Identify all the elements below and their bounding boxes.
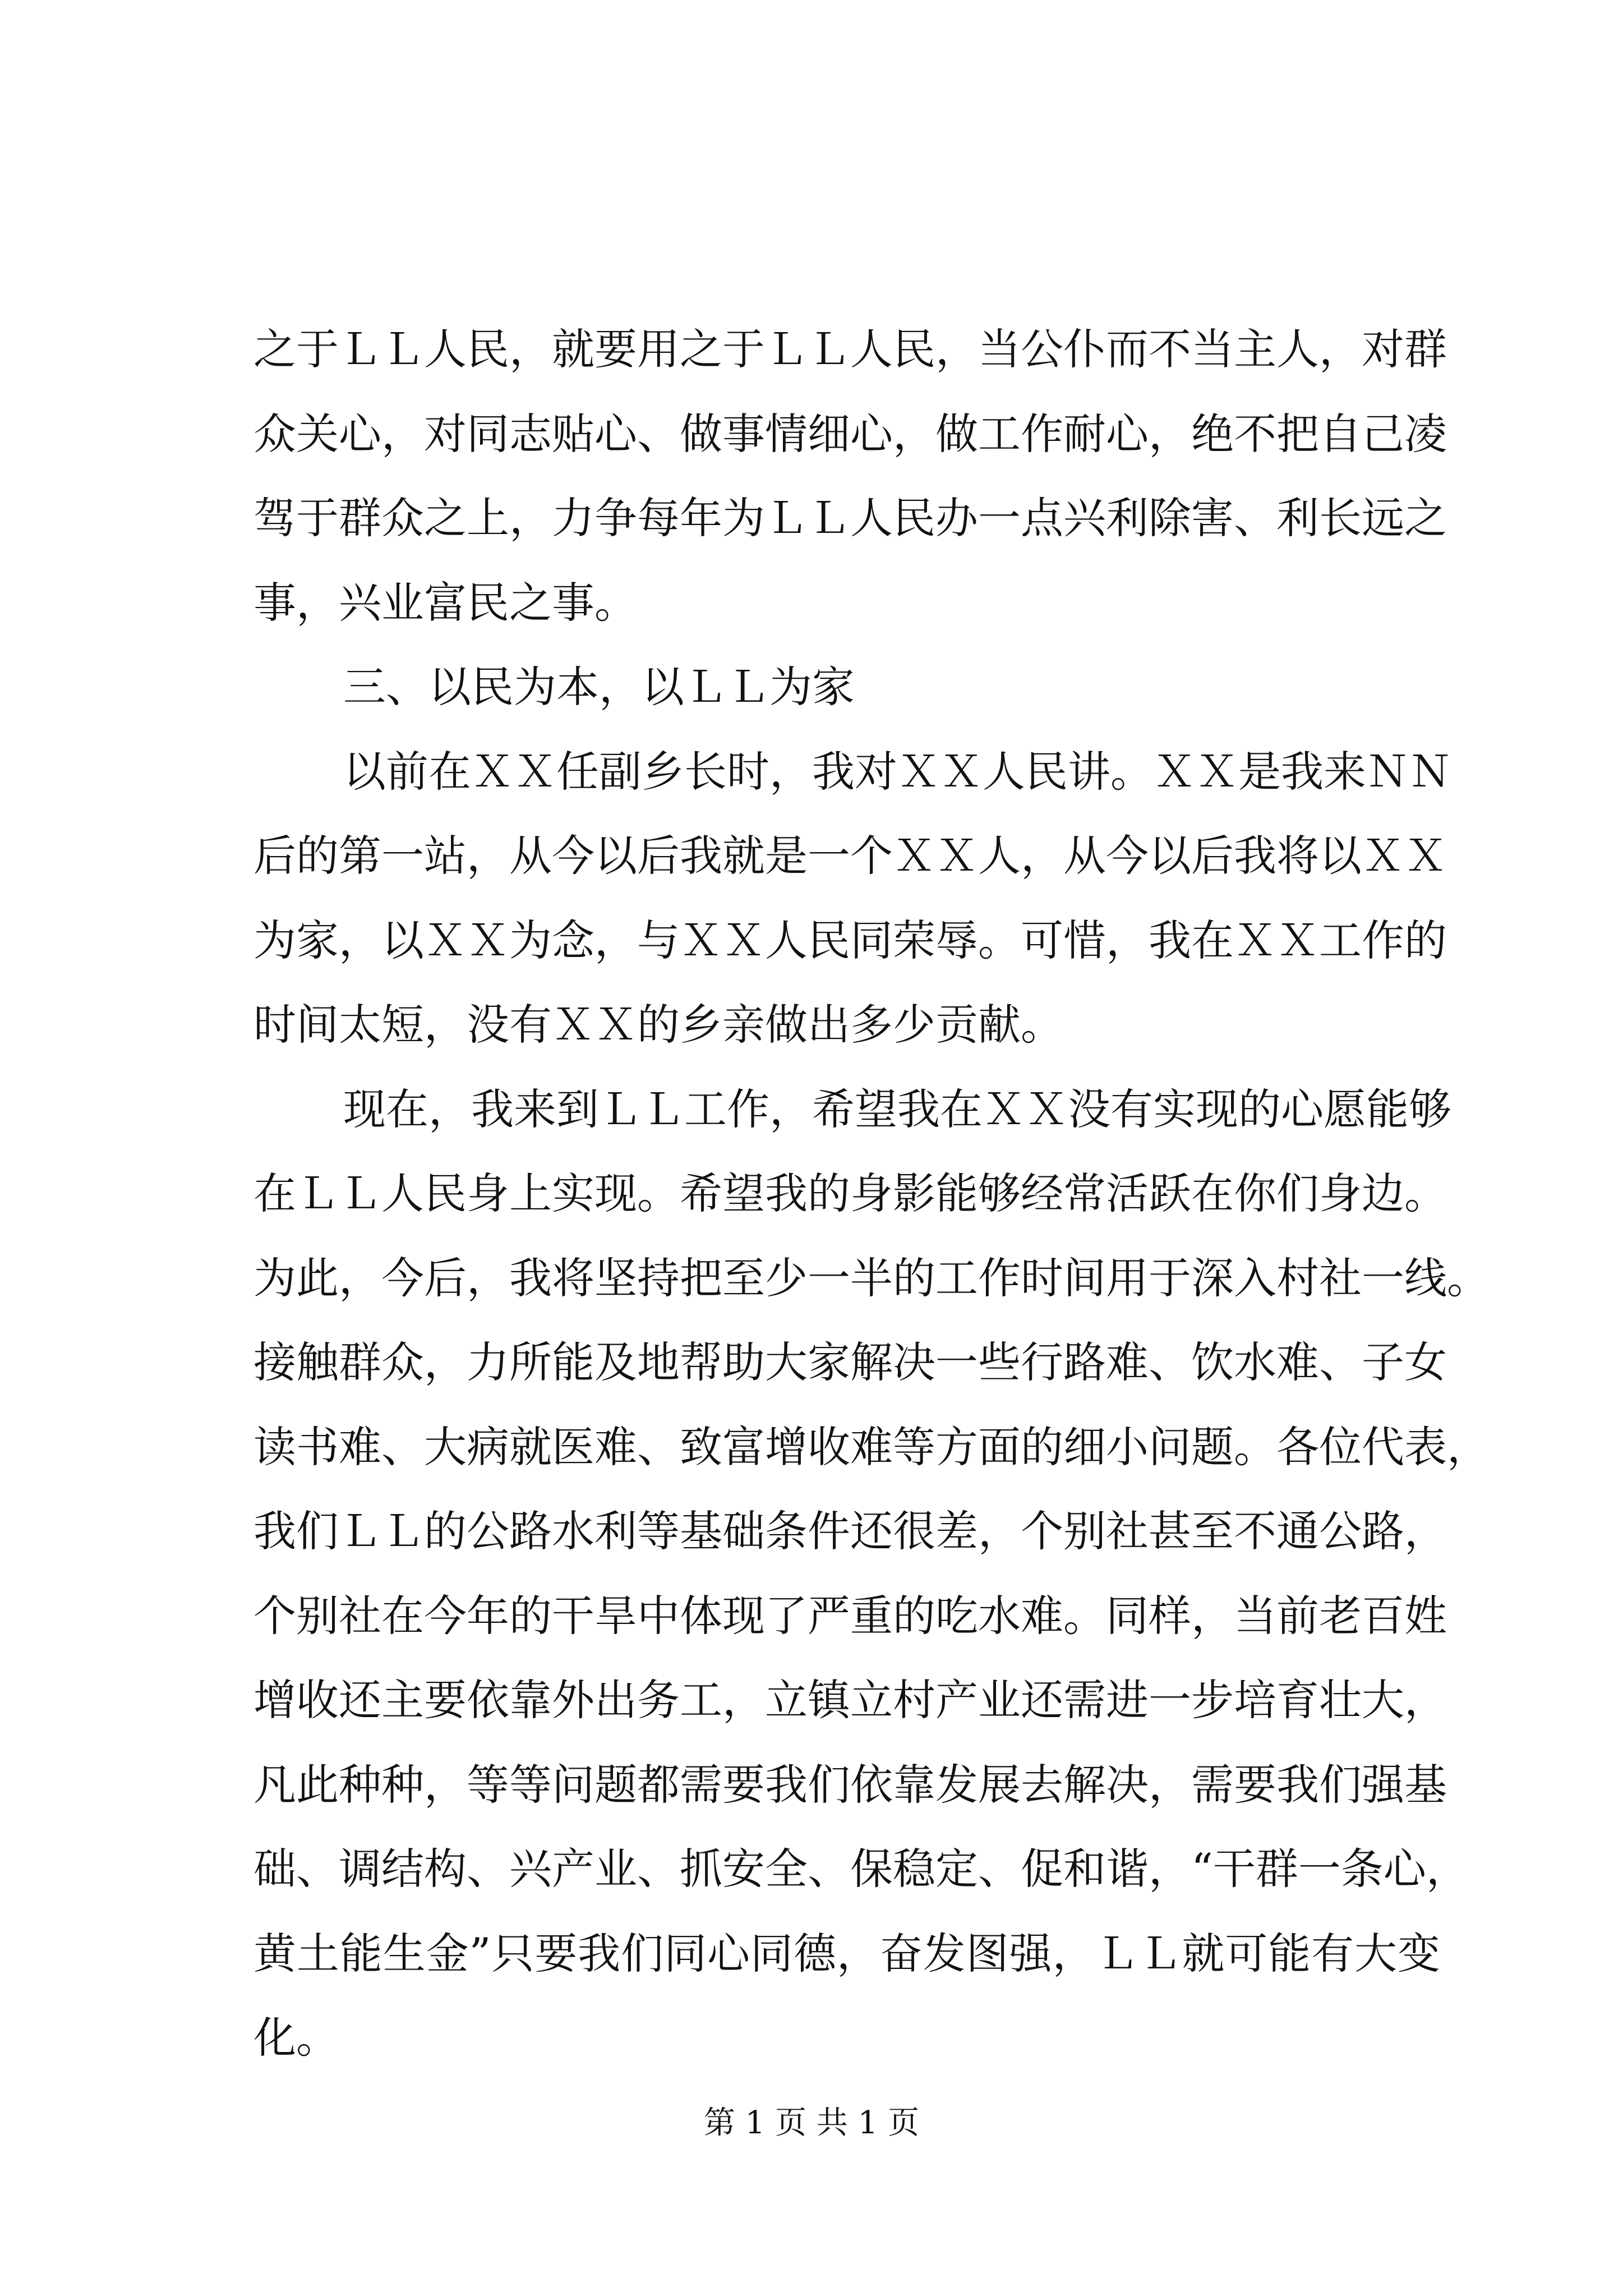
text-line: 增收还主要依靠外出务工，立镇立村产业还需进一步培育壮大， xyxy=(253,1675,1447,1725)
text-line: 础、调结构、兴产业、抓安全、保稳定、促和谐，“干群一条心， xyxy=(253,1844,1469,1894)
text-line: 之于ＬＬ人民，就要用之于ＬＬ人民，当公仆而不当主人，对群 xyxy=(253,324,1447,374)
text-line: 凡此种种，等等问题都需要我们依靠发展去解决，需要我们强基 xyxy=(253,1759,1447,1810)
text-line: 时间太短，没有ＸＸ的乡亲做出多少贡献。 xyxy=(253,1000,1063,1050)
text-line: 为家，以ＸＸ为念，与ＸＸ人民同荣辱。可惜，我在ＸＸ工作的 xyxy=(253,915,1447,965)
section-heading: 三、以民为本，以ＬＬ为家 xyxy=(343,662,855,712)
text-line: 接触群众，力所能及地帮助大家解决一些行路难、饮水难、子女 xyxy=(253,1337,1447,1387)
paragraph-first-line: 以前在ＸＸ任副乡长时，我对ＸＸ人民讲。ＸＸ是我来ＮＮ xyxy=(343,746,1451,797)
text-line: 个别社在今年的干旱中体现了严重的吃水难。同样，当前老百姓 xyxy=(253,1590,1447,1641)
text-line: 后的第一站，从今以后我就是一个ＸＸ人，从今以后我将以ＸＸ xyxy=(253,831,1447,881)
text-line: 读书难、大病就医难、致富增收难等方面的细小问题。各位代表， xyxy=(253,1421,1490,1472)
text-line: 驾于群众之上，力争每年为ＬＬ人民办一点兴利除害、利长远之 xyxy=(253,493,1447,543)
text-line: 事，兴业富民之事。 xyxy=(253,577,637,628)
text-line: 黄土能生金”只要我们同心同德，奋发图强，ＬＬ就可能有大变 xyxy=(253,1928,1440,1978)
text-line: 为此，今后，我将坚持把至少一半的工作时间用于深入村社一线。 xyxy=(253,1253,1490,1303)
text-line: 化。 xyxy=(253,2013,339,2063)
body-text xyxy=(253,307,1490,2081)
text-line: 我们ＬＬ的公路水利等基础条件还很差，个别社甚至不通公路， xyxy=(253,1506,1447,1556)
paragraph-first-line: 现在，我来到ＬＬ工作，希望我在ＸＸ没有实现的心愿能够 xyxy=(343,1084,1451,1134)
page-footer: 第 1 页 共 1 页 xyxy=(703,2105,920,2141)
text-line: 在ＬＬ人民身上实现。希望我的身影能够经常活跃在你们身边。 xyxy=(253,1168,1447,1218)
text-line: 众关心，对同志贴心、做事情细心，做工作耐心，绝不把自己凌 xyxy=(253,408,1447,459)
